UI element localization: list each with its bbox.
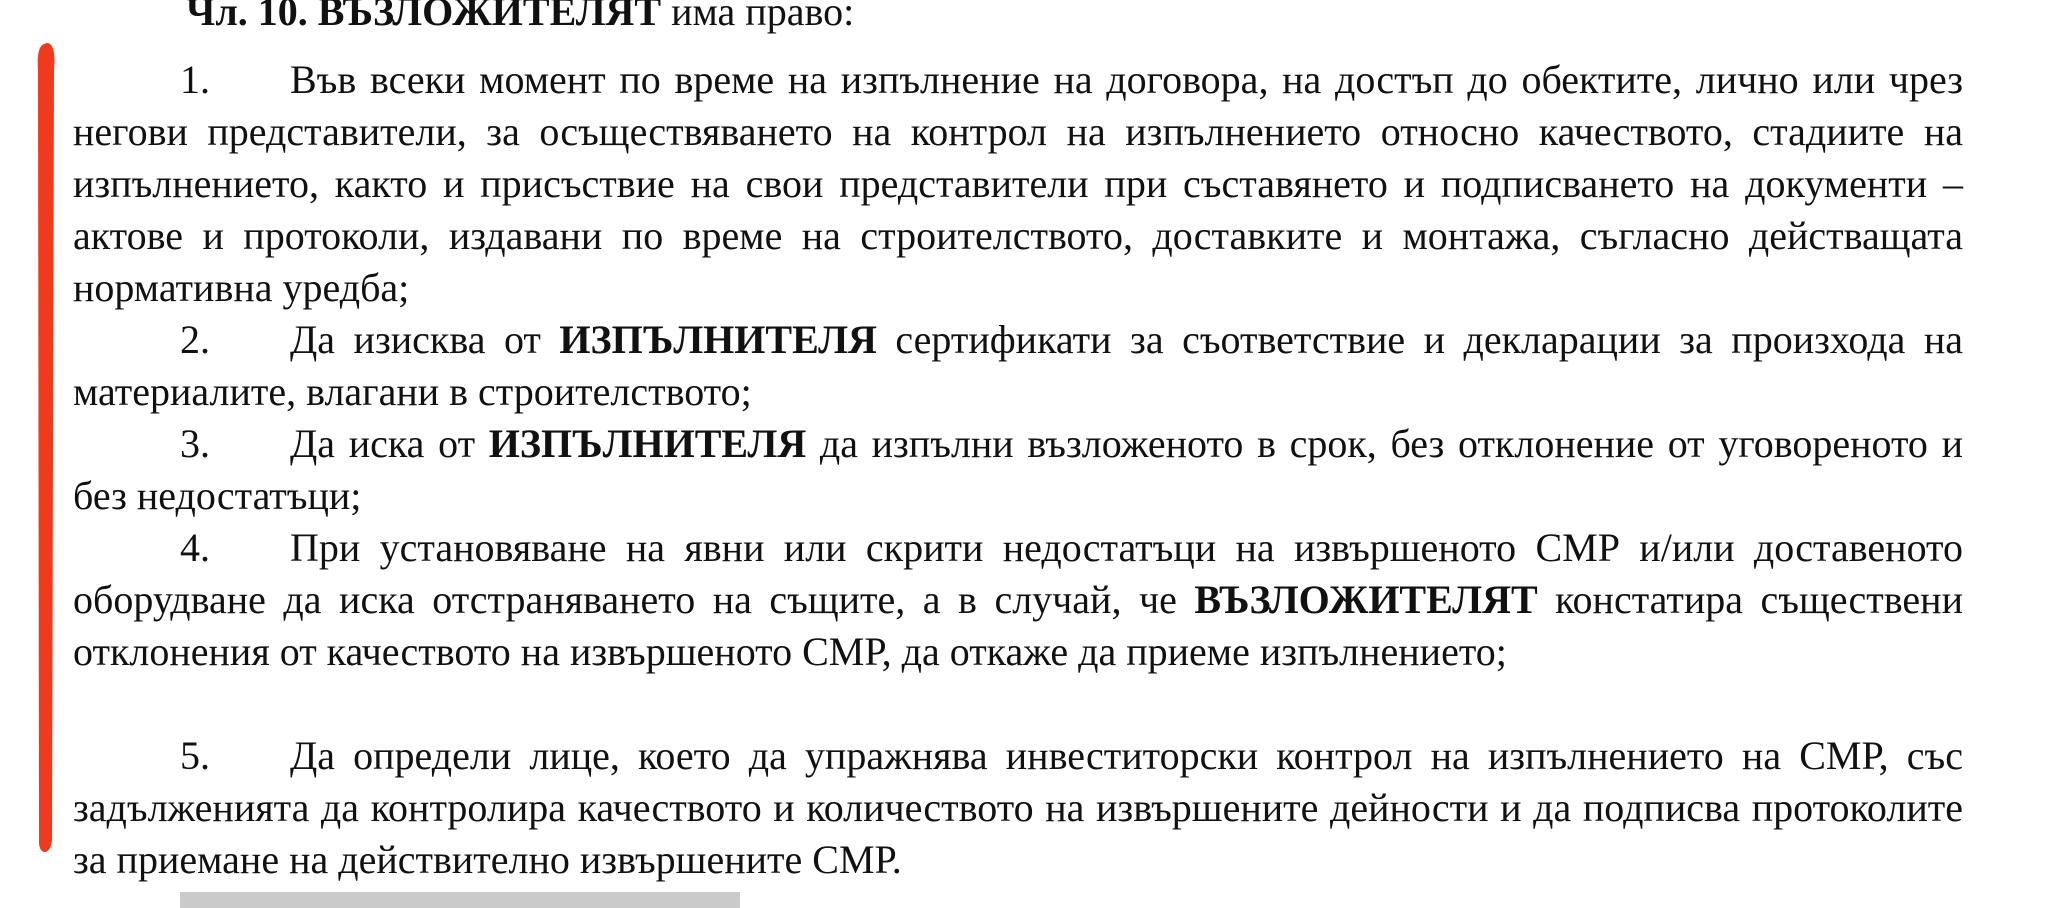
red-marker-stroke <box>38 43 55 852</box>
item-text: Да определи лице, което да упражнява инвеститорски контрол на изпълнението на СМР, със задълженията да контролира качеството и количеството на извършените дейности и да подписва протоколите за приемане на действително извършените СМР. <box>73 733 1963 882</box>
item-number: 3. <box>180 421 210 466</box>
item-number: 4. <box>180 525 210 570</box>
item-party: ВЪЗЛОЖИТЕЛЯТ <box>1194 577 1538 622</box>
item-text-before: Да иска от <box>290 421 489 466</box>
article-heading <box>186 0 854 38</box>
cut-off-next-line <box>180 892 740 908</box>
item-party: ИЗПЪЛНИТЕЛЯ <box>559 317 877 362</box>
item-text: Във всеки момент по време на изпълнение на договора, на достъп до обектите, лично или чрез негови представители, за осъществяването на контрол на изпълнението относно качеството, стадиите на изпълнението, както и присъствие на свои представители при съставянето и подписването на документи – актове и протоколи, издавани по време на строителството, доставките и монтажа, съгласно действащата нормативна уредба; <box>73 57 1963 310</box>
list-item-2 <box>73 314 1963 418</box>
red-margin-marker <box>30 40 64 860</box>
item-text-before: Да изисква от <box>290 317 560 362</box>
item-text-after: да изпълни възложеното в срок, без отклонение от уговореното и без недостатъци; <box>73 421 1964 518</box>
item-text-after: сертификати за съответствие и декларации за произхода на материалите, влагани в строителството; <box>73 317 1964 414</box>
list-item-3 <box>73 418 1963 522</box>
item-text-before: При установяване на явни или скрити недостатъци на извършеното СМР и/или доставеното оборудване да иска отстраняването на същите, а в случай, че <box>73 525 1963 622</box>
article-party: ВЪЗЛОЖИТЕЛЯТ <box>317 0 662 34</box>
item-number: 5. <box>180 733 210 778</box>
list-item-1 <box>73 54 1963 314</box>
item-text-after: констатира съществени отклонения от качеството на извършеното СМР, да откаже да приеме изпълнението; <box>73 577 1963 674</box>
article-heading-suffix: има право: <box>661 0 855 34</box>
list-item-5 <box>73 730 1963 886</box>
item-number: 1. <box>180 57 210 102</box>
article-number: Чл. 10. <box>186 0 308 34</box>
item-party: ИЗПЪЛНИТЕЛЯ <box>488 421 807 466</box>
item-number: 2. <box>180 317 210 362</box>
list-item-4 <box>73 522 1963 678</box>
